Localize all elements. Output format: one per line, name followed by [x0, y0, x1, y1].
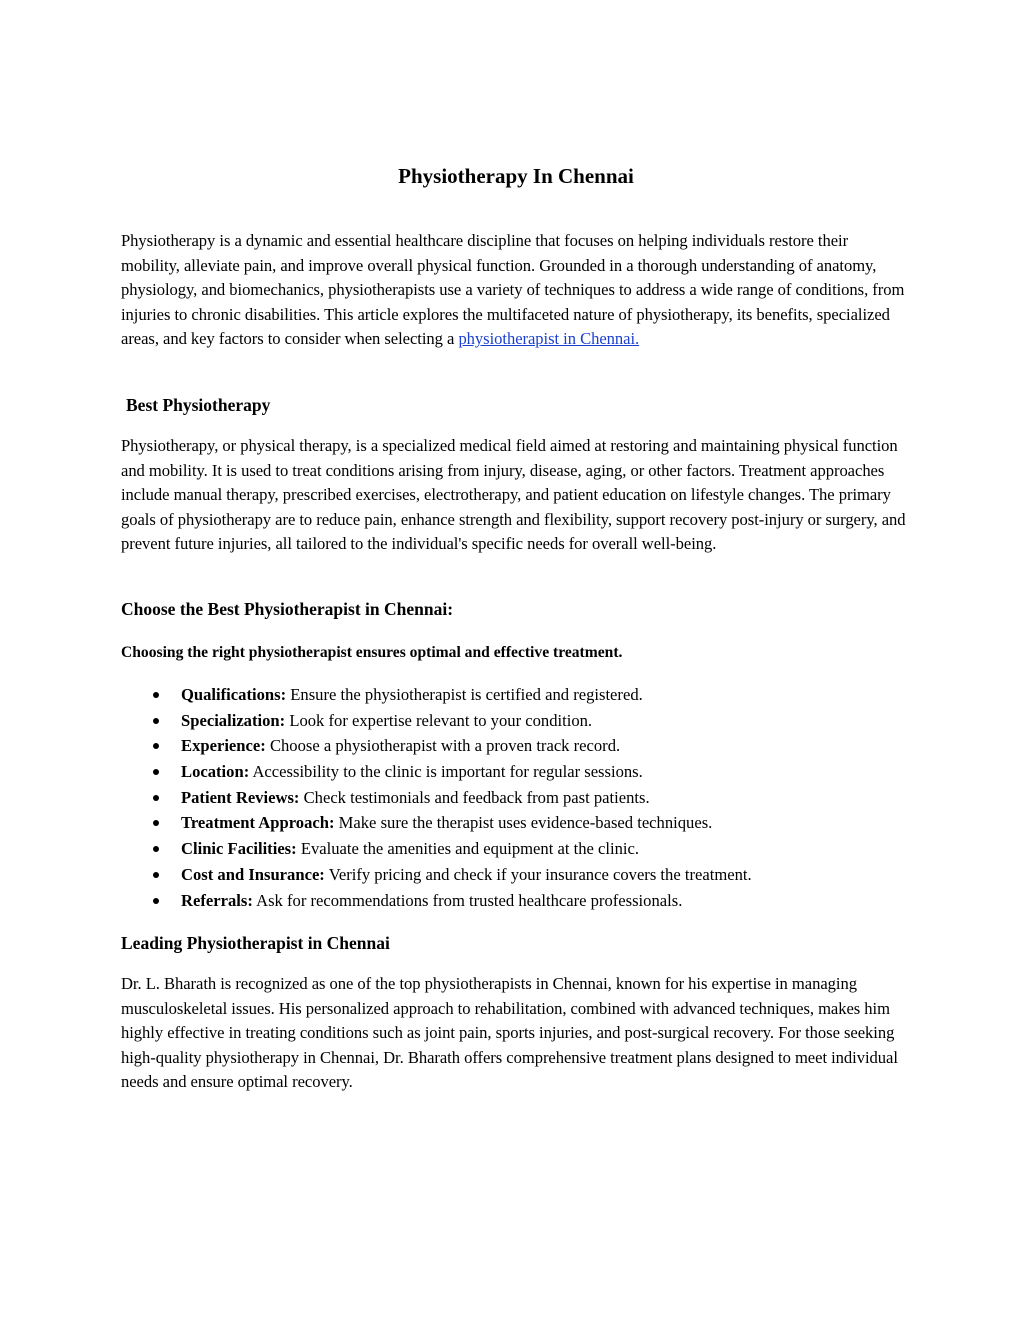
criteria-text: Ensure the physiotherapist is certified and registered.	[286, 685, 643, 704]
list-item	[121, 888, 911, 914]
criteria-text: Check testimonials and feedback from past patients.	[299, 787, 650, 807]
best-physiotherapy-paragraph: Physiotherapy, or physical therapy, is a specialized medical field aimed at restoring and maintaining physical function and mobility. It is used to treat conditions arising from injury, disease, aging, or other factors. Treatment approaches include manual therapy, prescribed exercises, electrotherapy, and patient education on lifestyle changes. The primary goals of physiotherapy are to reduce pain, enhance strength and flexibility, support recovery post-injury or surgery, and prevent future injuries, all tailored to the individual's specific needs for overall well-being.	[121, 436, 906, 553]
criteria-text: Choose a physiotherapist with a proven track record.	[265, 736, 621, 756]
list-item	[121, 810, 911, 836]
criteria-text: Evaluate the amenities and equipment at the clinic.	[296, 839, 640, 859]
criteria-label: Location:	[181, 762, 250, 782]
criteria-text: Accessibility to the clinic is important for regular sessions.	[249, 762, 643, 782]
leading-physiotherapist-heading: Leading Physiotherapist in Chennai	[121, 933, 390, 953]
bullet-icon	[153, 846, 159, 852]
criteria-list	[121, 682, 911, 913]
list-item	[121, 862, 911, 888]
choose-physiotherapist-heading: Choose the Best Physiotherapist in Chennai:	[121, 599, 454, 619]
bullet-icon	[153, 743, 159, 749]
list-item	[121, 708, 911, 734]
criteria-label: Experience:	[181, 736, 266, 756]
intro-paragraph	[121, 229, 911, 352]
bullet-icon	[153, 718, 159, 724]
bullet-icon	[153, 795, 159, 801]
criteria-label: Patient Reviews:	[181, 787, 300, 807]
list-item	[121, 759, 911, 785]
list-item	[121, 836, 911, 862]
criteria-label: Referrals:	[181, 890, 253, 910]
bullet-icon	[153, 769, 159, 775]
physiotherapist-chennai-link[interactable]: physiotherapist in Chennai.	[458, 329, 640, 348]
choose-physiotherapist-subheading: Choosing the right physiotherapist ensures optimal and effective treatment.	[121, 644, 623, 661]
best-physiotherapy-heading: Best Physiotherapy	[126, 395, 271, 415]
criteria-text: Look for expertise relevant to your condition.	[285, 710, 593, 730]
page-title: Physiotherapy In Chennai	[398, 164, 634, 188]
intro-text: Physiotherapy is a dynamic and essential healthcare discipline that focuses on helping individuals restore their mobility, alleviate pain, and improve overall physical function. Grounded in a thorough understanding of anatomy, physiology, and biomechanics, physiotherapists use a variety of techniques to address a wide range of conditions, from injuries to chronic disabilities. This article explores the multifaceted nature of physiotherapy, its benefits, specialized areas, and key factors to consider when selecting a	[121, 231, 905, 348]
bullet-icon	[153, 820, 159, 826]
criteria-label: Treatment Approach:	[181, 813, 335, 833]
criteria-text: Ask for recommendations from trusted healthcare professionals.	[252, 890, 683, 910]
criteria-text: Verify pricing and check if your insurance covers the treatment.	[324, 864, 752, 884]
criteria-label: Cost and Insurance:	[181, 864, 325, 884]
list-item	[121, 733, 911, 759]
list-item	[121, 785, 911, 811]
criteria-label: Specialization:	[181, 710, 286, 730]
criteria-label: Clinic Facilities:	[181, 839, 297, 859]
bullet-icon	[153, 692, 159, 698]
bullet-icon	[153, 872, 159, 878]
bullet-icon	[153, 898, 159, 904]
criteria-label: Qualifications:	[181, 685, 287, 704]
leading-physiotherapist-paragraph: Dr. L. Bharath is recognized as one of the top physiotherapists in Chennai, known for his expertise in managing musculoskeletal issues. His personalized approach to rehabilitation, combined with advanced techniques, makes him highly effective in treating conditions such as joint pain, sports injuries, and post-surgical recovery. For those seeking high-quality physiotherapy in Chennai, Dr. Bharath offers comprehensive treatment plans designed to meet individual needs and ensure optimal recovery.	[121, 974, 898, 1091]
list-item	[121, 682, 911, 708]
criteria-text: Make sure the therapist uses evidence-based techniques.	[334, 813, 713, 833]
